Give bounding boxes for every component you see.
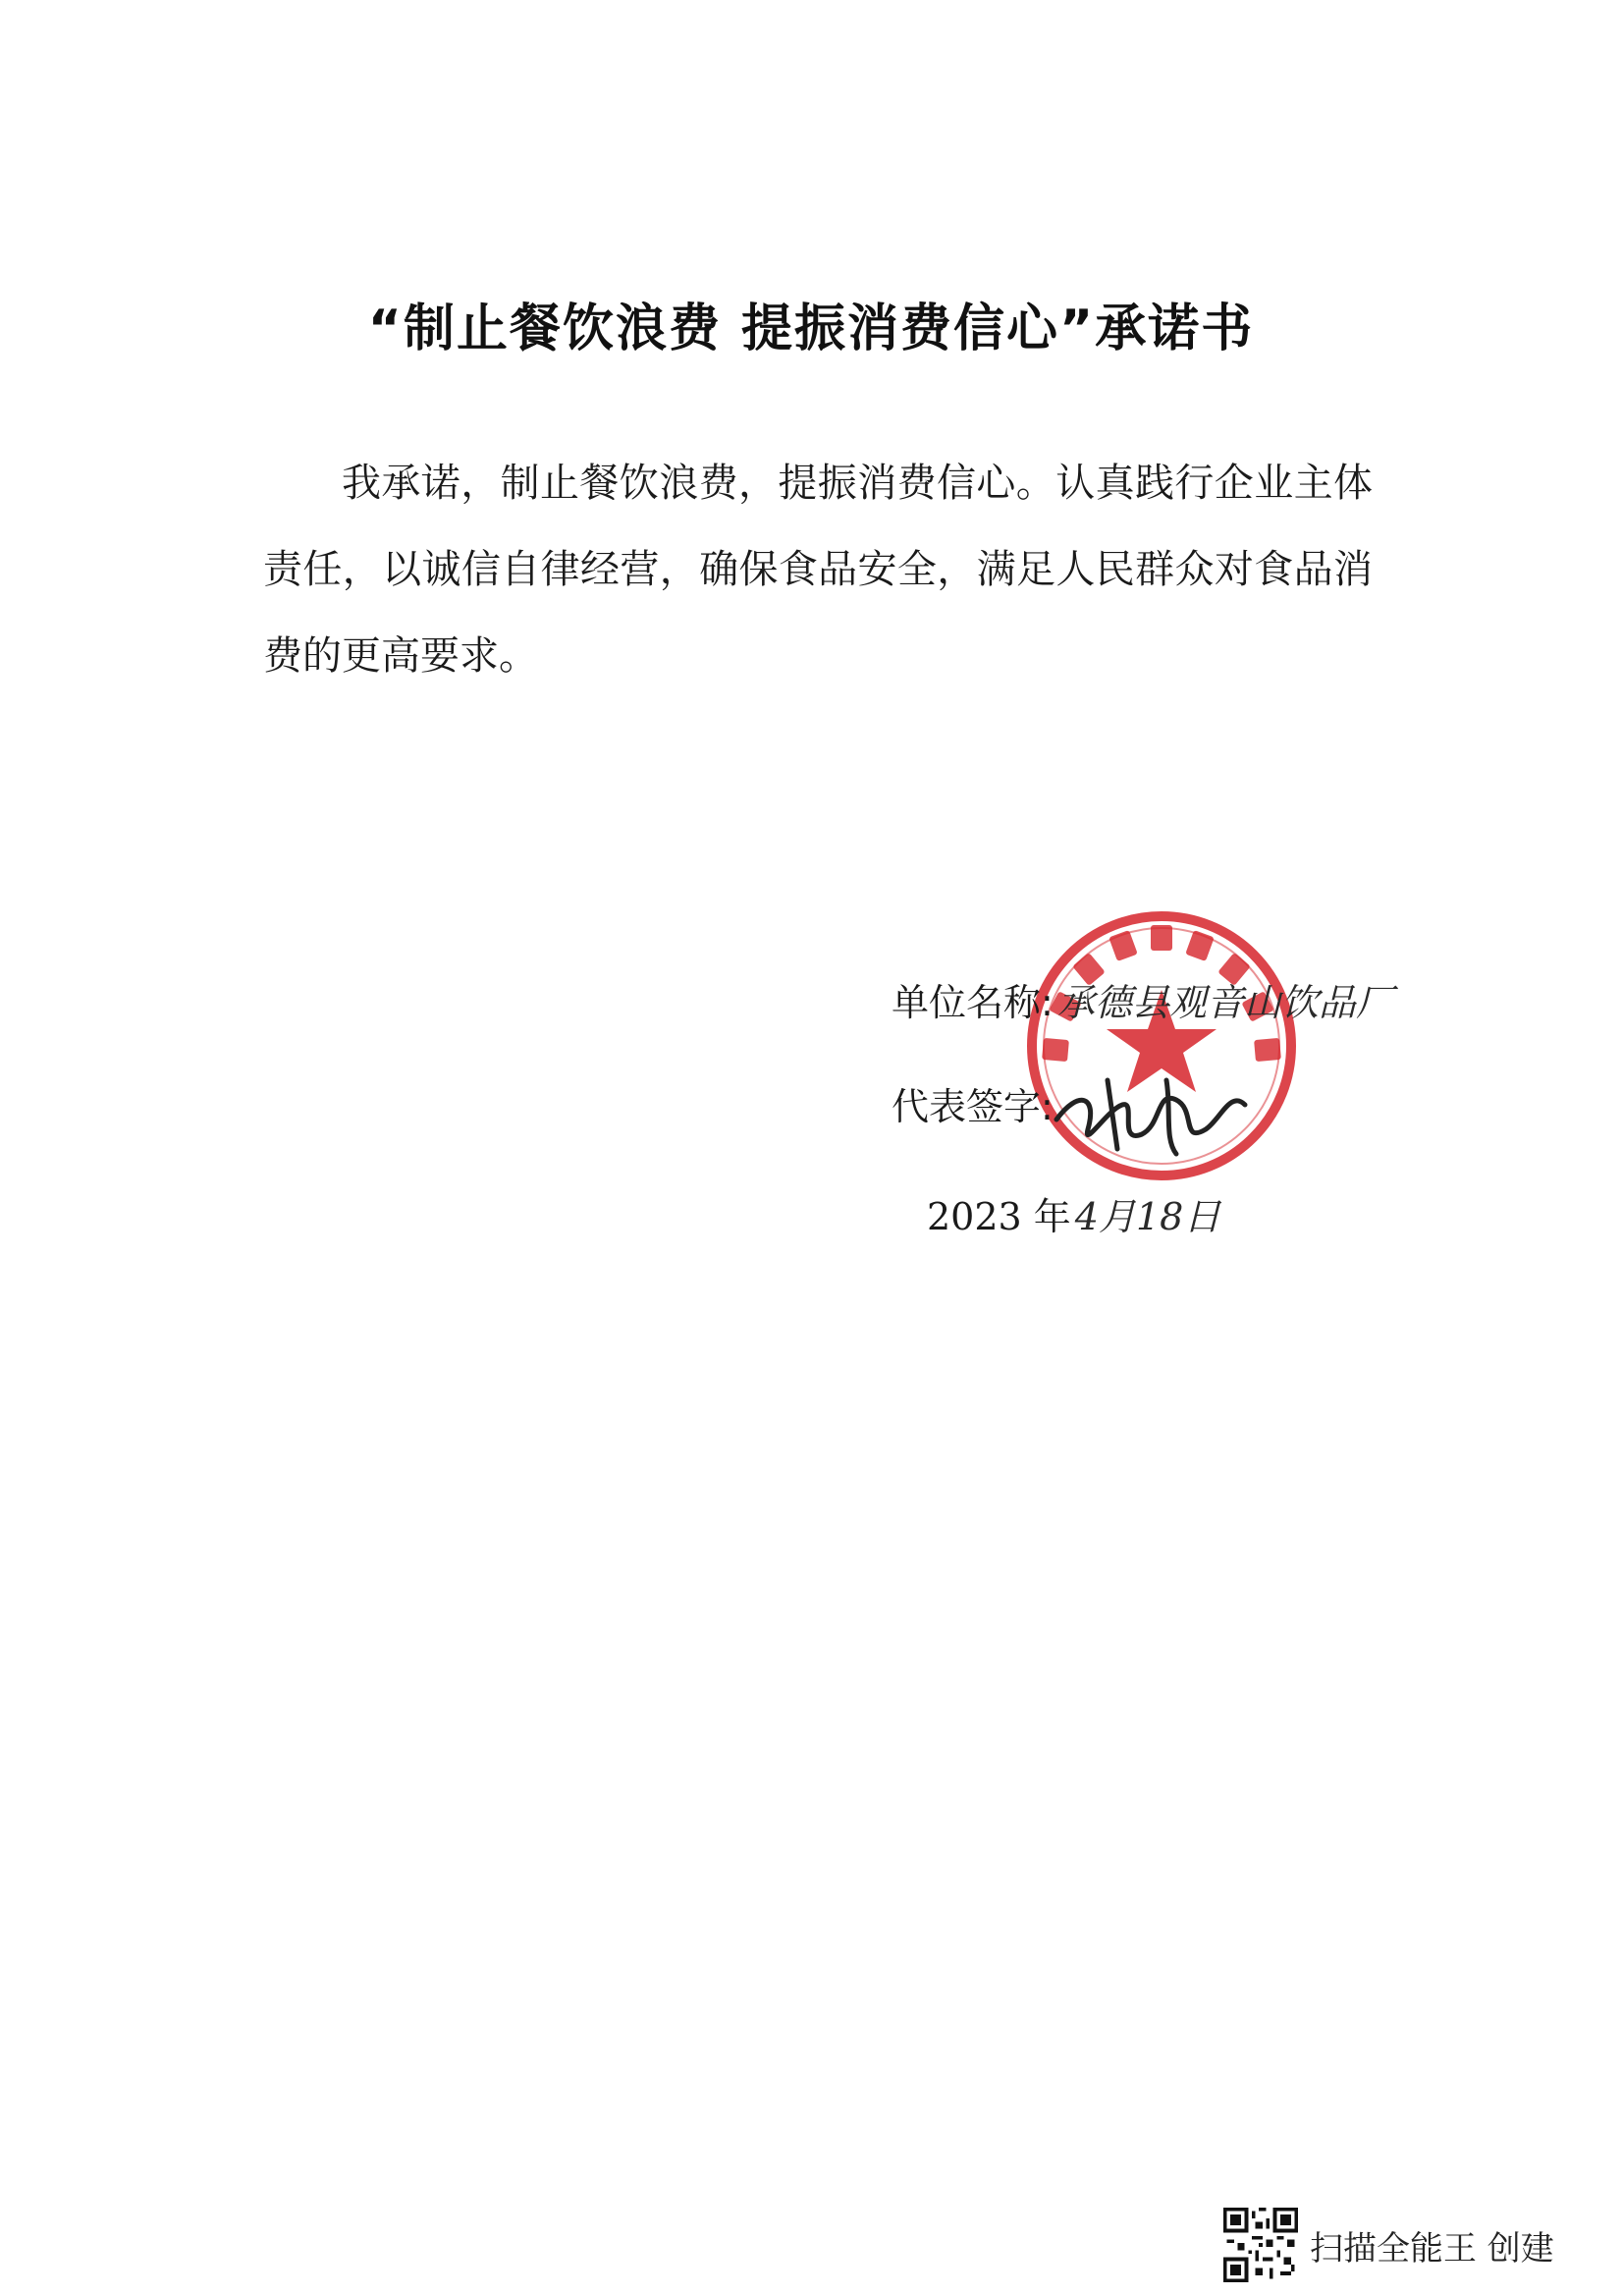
qr-code-icon: [1223, 2208, 1298, 2282]
representative-label: 代表签字:: [892, 1085, 1054, 1128]
representative-line: [892, 1076, 1054, 1130]
date-line: [927, 1186, 1220, 1240]
date-handwritten: 4月18日: [1074, 1195, 1221, 1238]
date-printed: 2023 年: [927, 1195, 1071, 1238]
signature-graphic: [1049, 1051, 1255, 1169]
commitment-paragraph: 我承诺，制止餐饮浪费，提振消费信心。认真践行企业主体责任，以诚信自律经营，确保食品安全，满足人民群众对食品消费的更高要求。: [263, 461, 1373, 679]
unit-name-handwritten: 承德县观音山饮品厂: [1056, 981, 1393, 1024]
document-title: “制止餐饮浪费 提振消费信心”承诺书: [367, 300, 1255, 358]
handwritten-signature: [1049, 1051, 1255, 1169]
scanner-footer: [1223, 2208, 1554, 2282]
scanner-credit: 扫描全能王 创建: [1310, 2228, 1554, 2269]
unit-name-line: [892, 972, 1393, 1026]
unit-name-label: 单位名称:: [892, 981, 1054, 1024]
